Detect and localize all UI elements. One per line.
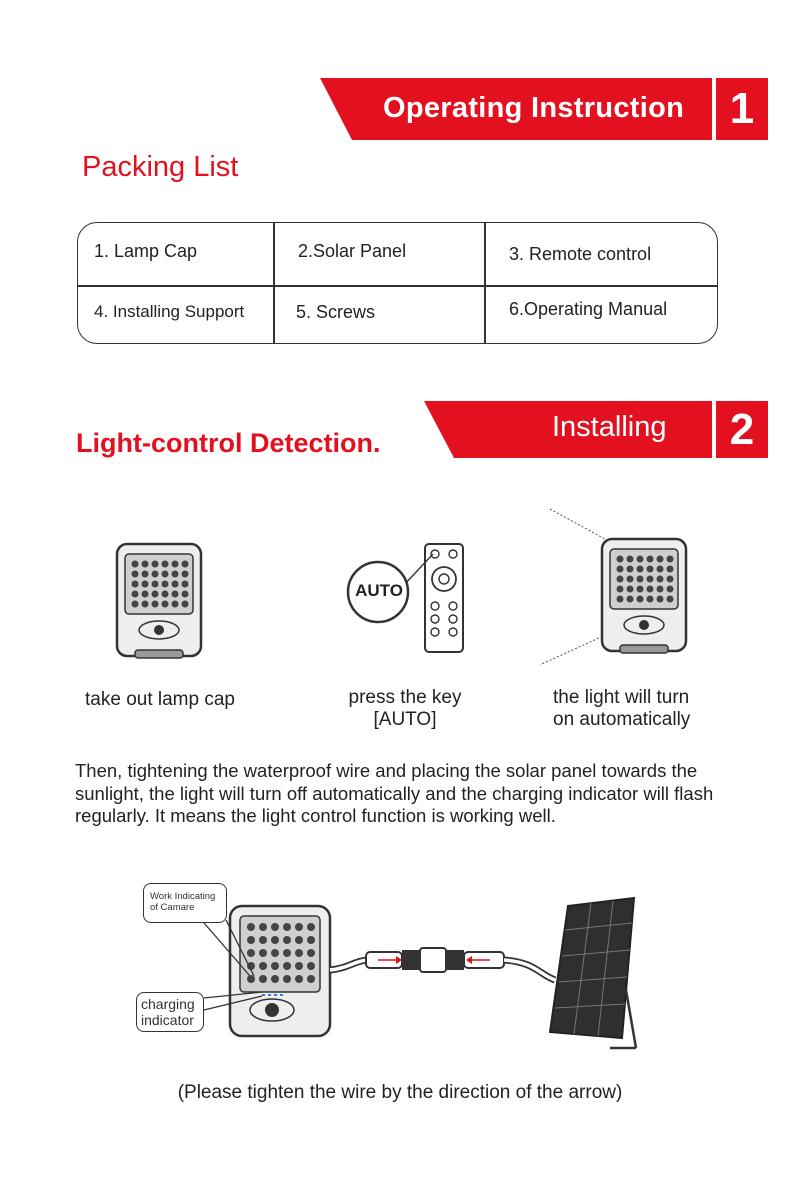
step2-caption-line2: [AUTO]: [373, 709, 437, 730]
section1-number: 1: [716, 78, 768, 140]
instruction-paragraph: Then, tightening the waterproof wire and placing the solar panel towards the sunlight, the light will turn off automatically and the charging indicator will flash regularly. It means the light control function is working well.: [75, 760, 714, 826]
camera-callout-line1: Work Indicating: [150, 891, 216, 902]
lamp-on-illustration: [540, 505, 690, 670]
section2-title: Installing: [552, 411, 667, 443]
step1-caption: take out lamp cap: [85, 689, 235, 710]
pack-item: 2.Solar Panel: [298, 241, 407, 261]
lamp-cap-illustration: [113, 540, 205, 662]
charging-callout-line2: indicator: [141, 1012, 194, 1028]
charging-callout-line1: charging: [141, 996, 195, 1012]
pack-item: 3. Remote control: [509, 244, 652, 264]
packing-list-table: [77, 222, 718, 344]
pack-item: 1. Lamp Cap: [94, 241, 198, 261]
camera-indicator-callout: [143, 883, 227, 923]
step3-caption-line2: on automatically: [553, 709, 691, 730]
charging-indicator-callout: [136, 992, 204, 1032]
step2-caption-line1: press the key: [348, 687, 462, 708]
section1-title: Operating Instruction: [383, 92, 685, 124]
light-control-heading: Light-control Detection.: [76, 428, 381, 458]
camera-callout-line2: of Camare: [150, 902, 195, 913]
auto-key-label: AUTO: [355, 581, 403, 600]
tighten-wire-note: (Please tighten the wire by the direction of the arrow): [177, 1082, 623, 1103]
packing-list-heading: Packing List: [82, 151, 239, 183]
section2-number: 2: [716, 401, 768, 458]
pack-item: 5. Screws: [296, 302, 376, 322]
pack-item: 6.Operating Manual: [509, 299, 668, 319]
step3-caption-line1: the light will turn: [553, 687, 690, 708]
pack-item: 4. Installing Support: [94, 302, 245, 321]
